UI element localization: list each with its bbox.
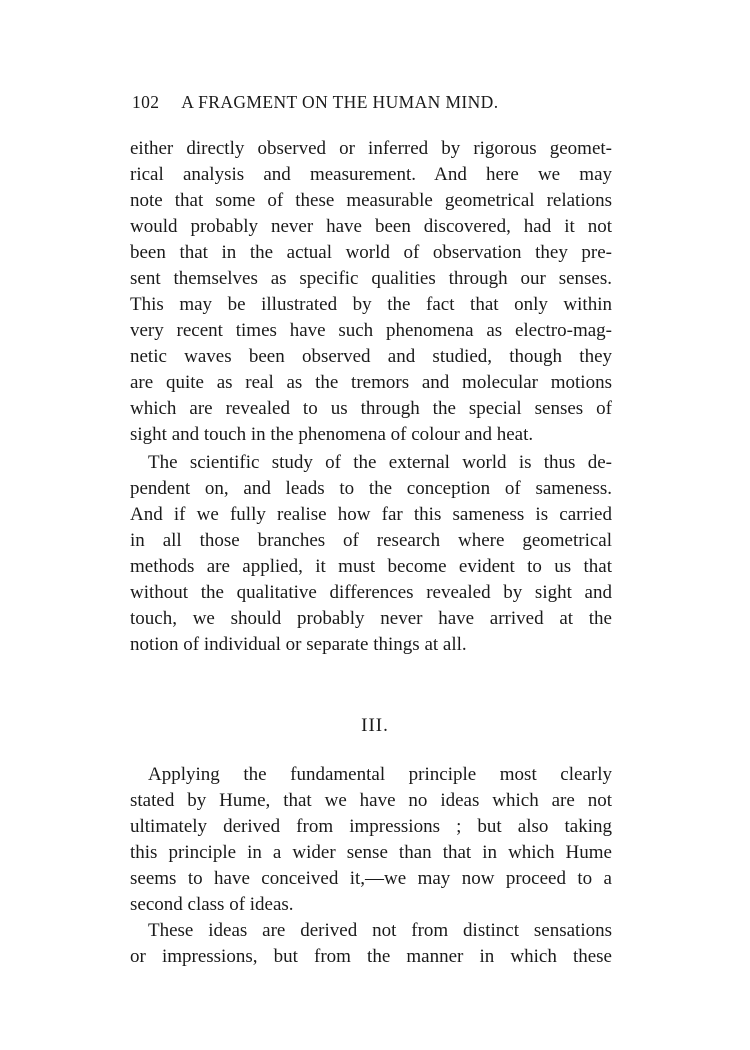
text-line: touch, we should probably never have arrived at the [130,608,612,629]
text-line: either directly observed or inferred by rigorous geomet- [130,138,612,159]
text-line: which are revealed to us through the special senses of [130,398,612,419]
text-line: ultimately derived from impressions ; but also taking [130,816,612,837]
text-line: would probably never have been discovered, had it not [130,216,612,237]
running-title: A FRAGMENT ON THE HUMAN MIND. [181,92,499,112]
text-line: or impressions, but from the manner in which these [130,946,612,967]
text-line: stated by Hume, that we have no ideas which are not [130,790,612,811]
page-number: 102 [132,92,160,112]
text-line: And if we fully realise how far this sameness is carried [130,504,612,525]
text-line: sight and touch in the phenomena of colour and heat. [130,424,534,445]
text-line: pendent on, and leads to the conception of sameness. [130,478,612,499]
text-line: rical analysis and measurement. And here we may [130,164,612,185]
text-line: very recent times have such phenomena as electro-mag- [130,320,612,341]
text-line: without the qualitative differences revealed by sight and [130,582,612,603]
text-line: netic waves been observed and studied, though they [130,346,612,367]
text-line: been that in the actual world of observation they pre- [130,242,612,263]
running-head [132,92,612,113]
text-line: This may be illustrated by the fact that only within [130,294,612,315]
text-line: sent themselves as specific qualities through our senses. [130,268,612,289]
text-line: second class of ideas. [130,894,294,915]
text-line: The scientific study of the external world is thus de- [148,452,612,473]
text-line: Applying the fundamental principle most clearly [148,764,612,785]
text-line: this principle in a wider sense than that in which Hume [130,842,612,863]
text-line: These ideas are derived not from distinct sensations [148,920,612,941]
text-line: are quite as real as the tremors and molecular motions [130,372,612,393]
text-line: seems to have conceived it,—we may now proceed to a [130,868,612,889]
text-line: in all those branches of research where geometrical [130,530,612,551]
text-line: notion of individual or separate things at all. [130,634,467,655]
section-heading: III. [361,715,389,736]
text-line: note that some of these measurable geometrical relations [130,190,612,211]
text-line: methods are applied, it must become evident to us that [130,556,612,577]
